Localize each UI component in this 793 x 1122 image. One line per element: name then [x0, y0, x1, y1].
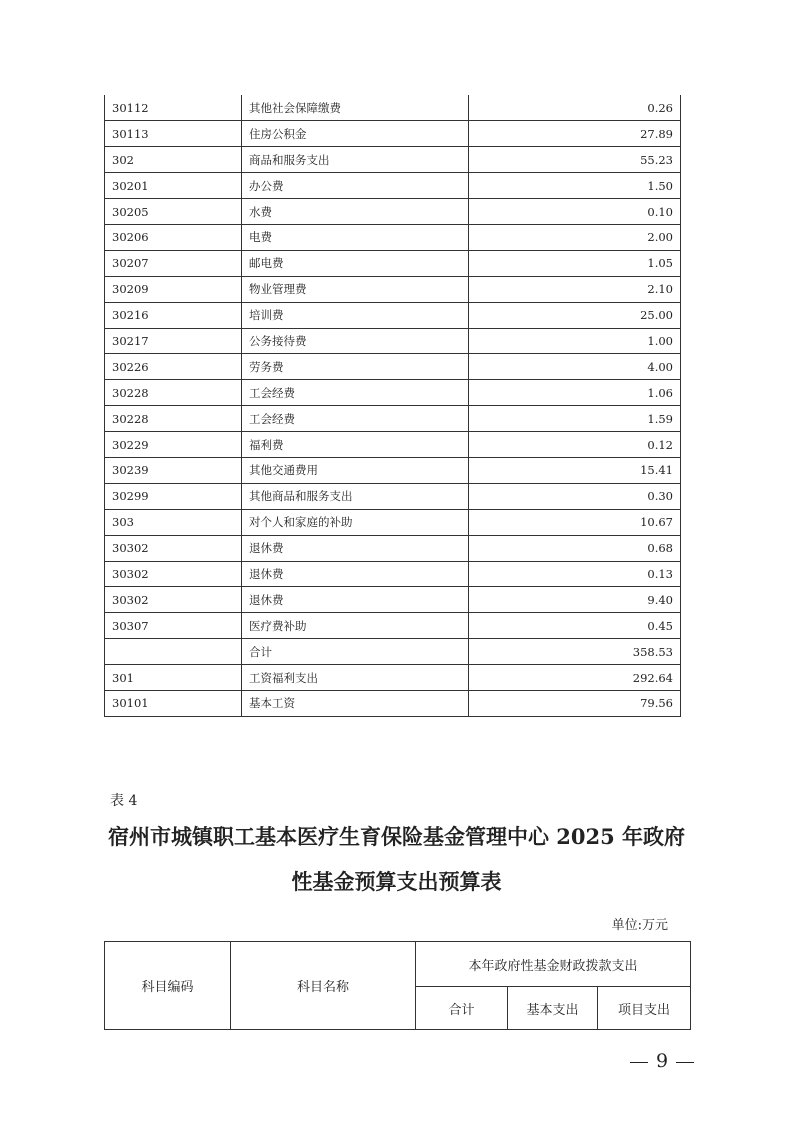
row-amount: 1.05: [469, 250, 681, 276]
row-amount: 0.13: [469, 561, 681, 587]
table-row: [105, 95, 681, 121]
unit-label: 单位:万元: [611, 918, 668, 933]
expense-table: [104, 95, 681, 717]
row-name: 工会经费: [242, 380, 469, 406]
row-amount: 10.67: [469, 509, 681, 535]
row-amount: 0.30: [469, 483, 681, 509]
table-row: [105, 276, 681, 302]
row-code: 30228: [105, 406, 242, 432]
row-code: 302: [105, 147, 242, 173]
header-subject-code: 科目编码: [105, 942, 231, 1030]
row-name: 办公费: [242, 173, 469, 199]
row-code: 30307: [105, 613, 242, 639]
row-name: 对个人和家庭的补助: [242, 509, 469, 535]
table-row: [105, 354, 681, 380]
row-name: 工资福利支出: [242, 665, 469, 691]
page-title-line1: 宿州市城镇职工基本医疗生育保险基金管理中心 2025 年政府: [107, 824, 686, 849]
row-amount: 0.45: [469, 613, 681, 639]
table-row: [105, 199, 681, 225]
row-amount: 2.00: [469, 224, 681, 250]
row-amount: 1.06: [469, 380, 681, 406]
row-name: 基本工资: [242, 690, 469, 716]
page-title-line2: 性基金预算支出预算表: [291, 869, 502, 894]
row-name: 住房公积金: [242, 121, 469, 147]
dash-left: [630, 1062, 648, 1063]
table-row: [105, 224, 681, 250]
row-amount: 25.00: [469, 302, 681, 328]
row-amount: 4.00: [469, 354, 681, 380]
row-amount: 2.10: [469, 276, 681, 302]
row-amount: 0.68: [469, 535, 681, 561]
table-row: [105, 587, 681, 613]
row-name: 公务接待费: [242, 328, 469, 354]
table-row: [105, 457, 681, 483]
page-number: [622, 1050, 702, 1072]
row-code: 30217: [105, 328, 242, 354]
row-name: 其他社会保障缴费: [242, 95, 469, 121]
table-row: [105, 432, 681, 458]
header-project-expense: 项目支出: [598, 987, 691, 1030]
table-row: [105, 380, 681, 406]
table-row: [105, 328, 681, 354]
header-subject-name: 科目名称: [231, 942, 416, 1030]
header-fund-expense: 本年政府性基金财政拨款支出: [416, 942, 691, 987]
row-name: 退休费: [242, 587, 469, 613]
row-code: 30239: [105, 457, 242, 483]
row-name: 水费: [242, 199, 469, 225]
row-amount: 1.00: [469, 328, 681, 354]
row-name: 医疗费补助: [242, 613, 469, 639]
row-name: 培训费: [242, 302, 469, 328]
row-amount: 15.41: [469, 457, 681, 483]
row-amount: 27.89: [469, 121, 681, 147]
row-code: 30228: [105, 380, 242, 406]
row-name: 其他商品和服务支出: [242, 483, 469, 509]
table-row: [105, 483, 681, 509]
row-code: 30205: [105, 199, 242, 225]
table-row: [105, 639, 681, 665]
row-name: 物业管理费: [242, 276, 469, 302]
row-code: 303: [105, 509, 242, 535]
row-code: [105, 639, 242, 665]
table-row: [105, 173, 681, 199]
header-total: 合计: [416, 987, 508, 1030]
table-row: [105, 690, 681, 716]
row-code: 30201: [105, 173, 242, 199]
row-amount: 292.64: [469, 665, 681, 691]
row-code: 30206: [105, 224, 242, 250]
table-row: [105, 121, 681, 147]
row-code: 30207: [105, 250, 242, 276]
row-name: 劳务费: [242, 354, 469, 380]
row-amount: 9.40: [469, 587, 681, 613]
table-row: [105, 665, 681, 691]
row-code: 30209: [105, 276, 242, 302]
row-amount: 358.53: [469, 639, 681, 665]
fund-budget-table: [104, 941, 691, 1030]
header-basic-expense: 基本支出: [508, 987, 598, 1030]
row-name: 工会经费: [242, 406, 469, 432]
row-amount: 0.26: [469, 95, 681, 121]
table-label: 表 4: [110, 793, 138, 809]
row-name: 邮电费: [242, 250, 469, 276]
page-number-value: 9: [656, 1050, 669, 1072]
row-amount: 79.56: [469, 690, 681, 716]
row-amount: 0.10: [469, 199, 681, 225]
row-code: 30302: [105, 587, 242, 613]
row-name: 电费: [242, 224, 469, 250]
row-code: 301: [105, 665, 242, 691]
row-amount: 1.50: [469, 173, 681, 199]
row-name: 商品和服务支出: [242, 147, 469, 173]
row-amount: 0.12: [469, 432, 681, 458]
table-row: [105, 561, 681, 587]
table-row: [105, 509, 681, 535]
row-name: 福利费: [242, 432, 469, 458]
row-amount: 1.59: [469, 406, 681, 432]
row-code: 30302: [105, 561, 242, 587]
table-row: [105, 302, 681, 328]
table-row: [105, 613, 681, 639]
row-name: 退休费: [242, 561, 469, 587]
row-code: 30229: [105, 432, 242, 458]
dash-right: [676, 1062, 694, 1063]
row-code: 30101: [105, 690, 242, 716]
table-row: [105, 147, 681, 173]
table-row: [105, 535, 681, 561]
row-name: 合计: [242, 639, 469, 665]
table-row: [105, 250, 681, 276]
row-code: 30216: [105, 302, 242, 328]
row-code: 30302: [105, 535, 242, 561]
row-code: 30226: [105, 354, 242, 380]
row-name: 其他交通费用: [242, 457, 469, 483]
row-amount: 55.23: [469, 147, 681, 173]
row-code: 30299: [105, 483, 242, 509]
row-name: 退休费: [242, 535, 469, 561]
row-code: 30113: [105, 121, 242, 147]
table-row: [105, 406, 681, 432]
row-code: 30112: [105, 95, 242, 121]
